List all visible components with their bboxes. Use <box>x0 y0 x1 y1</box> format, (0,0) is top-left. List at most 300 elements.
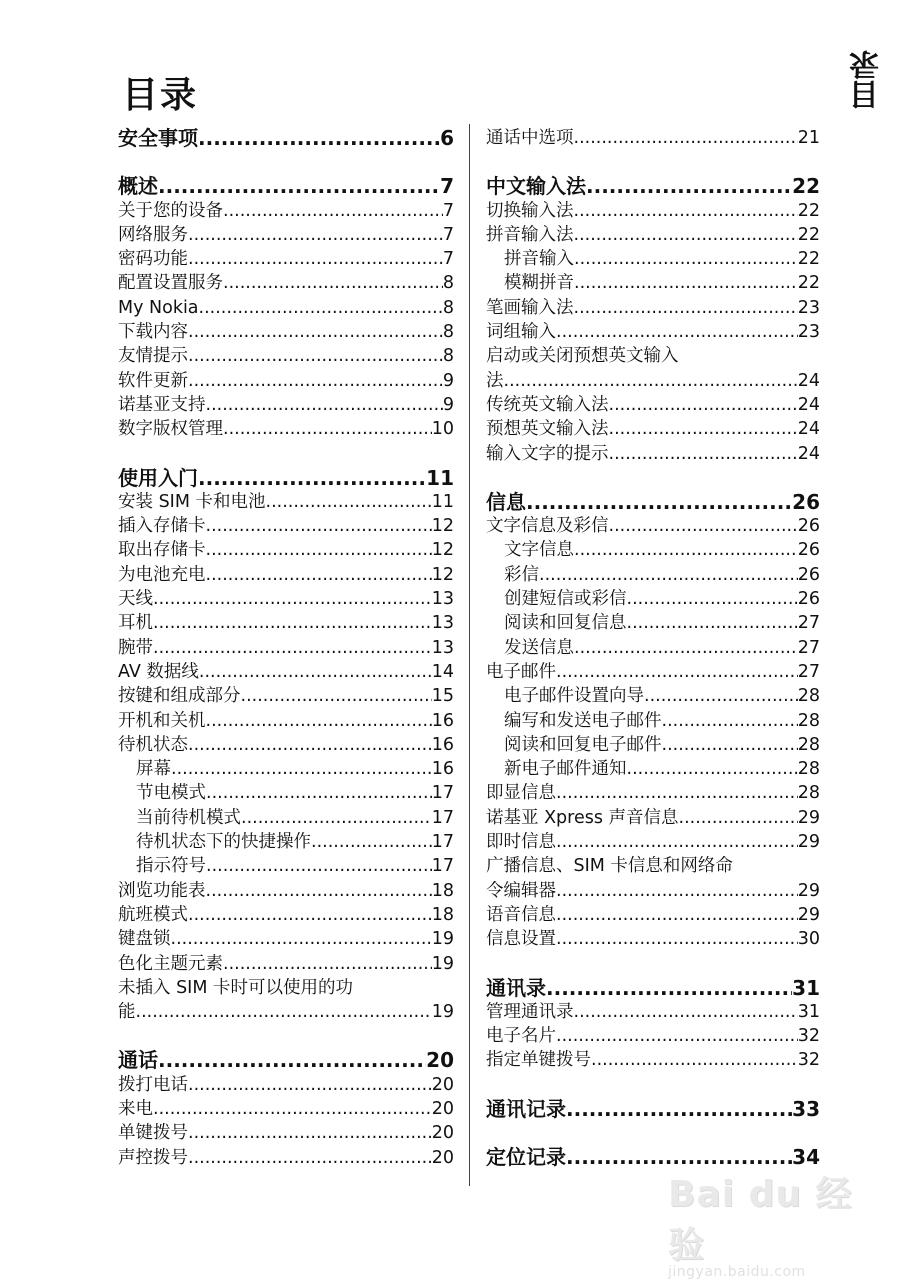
toc-dot-leader <box>662 709 798 733</box>
toc-entry[interactable] <box>118 611 454 635</box>
toc-dot-leader <box>574 199 798 223</box>
toc-page-number: 33 <box>792 1096 820 1121</box>
toc-entry[interactable] <box>118 684 454 708</box>
toc-dot-leader <box>223 952 432 976</box>
toc-dot-leader <box>627 587 798 611</box>
toc-page-number: 28 <box>797 734 820 755</box>
toc-dot-leader <box>188 247 443 271</box>
toc-dot-leader <box>199 660 432 684</box>
toc-entry-title: 待机状态 <box>118 734 188 755</box>
toc-entry[interactable] <box>486 320 820 344</box>
toc-section-heading[interactable] <box>486 490 820 514</box>
toc-page-number: 32 <box>797 1050 820 1071</box>
toc-entry-title: 阅读和回复信息 <box>504 613 627 634</box>
toc-entry-title: 下载内容 <box>118 322 188 343</box>
toc-section-heading[interactable] <box>118 466 454 490</box>
toc-entry-title: 能 <box>118 1002 136 1023</box>
toc-page-number: 20 <box>431 1147 454 1168</box>
toc-entry[interactable] <box>118 903 454 927</box>
toc-entry[interactable] <box>118 660 454 684</box>
toc-dot-leader <box>574 271 798 295</box>
toc-page-number: 7 <box>442 224 454 245</box>
toc-page-number: 31 <box>792 975 820 1000</box>
toc-dot-leader <box>556 781 798 805</box>
toc-entry[interactable] <box>118 538 454 562</box>
toc-dot-leader <box>556 879 798 903</box>
toc-dot-leader <box>158 174 440 198</box>
toc-entry-title: 天线 <box>118 589 153 610</box>
toc-left-column <box>118 126 454 1170</box>
toc-dot-leader <box>153 636 432 660</box>
toc-page-number: 13 <box>431 613 454 634</box>
toc-page-number: 13 <box>431 589 454 610</box>
toc-page-number: 30 <box>797 929 820 950</box>
toc-dot-leader <box>546 976 792 1000</box>
toc-entry-title: 中文输入法 <box>486 174 586 199</box>
toc-page-number: 16 <box>431 759 454 780</box>
side-tab-label: 目录 <box>850 50 885 110</box>
toc-entry-title: 数字版权管理 <box>118 419 223 440</box>
toc-dot-leader <box>188 1121 432 1145</box>
toc-section-heading[interactable] <box>486 976 820 1000</box>
toc-entry-title: 通话中选项 <box>486 128 574 148</box>
toc-section-heading[interactable] <box>486 174 820 198</box>
toc-page-number: 15 <box>431 686 454 707</box>
toc-entry-title: 取出存储卡 <box>118 540 206 561</box>
toc-entry-title: 信息设置 <box>486 929 556 950</box>
toc-page-number: 29 <box>797 832 820 853</box>
toc-page-number: 16 <box>431 710 454 731</box>
toc-entry-title: 输入文字的提示 <box>486 443 609 464</box>
watermark <box>668 1166 868 1280</box>
toc-dot-leader <box>609 442 798 466</box>
toc-entry[interactable] <box>486 442 820 466</box>
toc-page-number: 13 <box>431 637 454 658</box>
toc-entry-title: 管理通讯录 <box>486 1001 574 1022</box>
toc-dot-leader <box>241 684 432 708</box>
toc-entry-title: 密码功能 <box>118 249 188 270</box>
toc-page-number: 6 <box>440 126 454 150</box>
toc-dot-leader <box>206 514 432 538</box>
toc-dot-leader <box>188 320 443 344</box>
toc-entry[interactable] <box>486 538 820 562</box>
toc-entry[interactable] <box>486 636 820 660</box>
toc-entry-title: 法 <box>486 370 504 391</box>
toc-entry-title: 网络服务 <box>118 224 188 245</box>
toc-entry[interactable] <box>118 344 454 368</box>
toc-entry-title: 来电 <box>118 1098 153 1119</box>
toc-dot-leader <box>188 369 443 393</box>
toc-entry[interactable] <box>118 490 454 514</box>
toc-dot-leader <box>662 733 798 757</box>
toc-entry-title: 预想英文输入法 <box>486 419 609 440</box>
toc-entry-wrapped-line[interactable]: 启动或关闭预想英文输入 <box>486 346 679 367</box>
toc-entry[interactable] <box>486 830 820 854</box>
toc-entry[interactable] <box>118 879 454 903</box>
toc-entry-title: 词组输入 <box>486 322 556 343</box>
toc-entry-title: 通话 <box>118 1048 158 1073</box>
toc-entry[interactable] <box>118 757 454 781</box>
toc-dot-leader <box>206 393 443 417</box>
toc-page-number: 9 <box>442 394 454 415</box>
toc-entry-title: 指示符号 <box>136 856 206 877</box>
toc-entry[interactable] <box>486 781 820 805</box>
toc-entry[interactable] <box>486 757 820 781</box>
toc-dot-leader <box>241 806 432 830</box>
toc-entry-title: 当前待机模式 <box>136 807 241 828</box>
toc-page-number: 22 <box>797 200 820 221</box>
toc-page-number: 28 <box>797 783 820 804</box>
toc-dot-leader <box>153 611 432 635</box>
toc-page-number: 27 <box>797 637 820 658</box>
toc-dot-leader <box>556 903 798 927</box>
toc-entry[interactable] <box>486 587 820 611</box>
toc-entry-title: 浏览功能表 <box>118 880 206 901</box>
toc-entry-title: 文字信息及彩信 <box>486 516 609 537</box>
toc-entry-title: 新电子邮件通知 <box>504 759 627 780</box>
toc-page-number: 31 <box>797 1001 820 1022</box>
toc-page-number: 24 <box>797 370 820 391</box>
toc-page-number: 19 <box>431 1002 454 1023</box>
toc-entry-title: 键盘锁 <box>118 929 171 950</box>
toc-dot-leader <box>188 733 432 757</box>
toc-entry-title: 软件更新 <box>118 370 188 391</box>
toc-entry[interactable] <box>118 709 454 733</box>
toc-page-number: 29 <box>797 904 820 925</box>
toc-entry-title: 配置设置服务 <box>118 273 223 294</box>
toc-entry[interactable] <box>118 854 454 878</box>
toc-page-number: 22 <box>797 249 820 270</box>
toc-entry-title: 屏幕 <box>136 759 171 780</box>
toc-entry[interactable] <box>486 199 820 223</box>
toc-dot-leader <box>574 247 798 271</box>
toc-dot-leader <box>556 830 798 854</box>
toc-dot-leader <box>591 1048 798 1072</box>
toc-entry-title: 通讯录 <box>486 975 546 1000</box>
toc-entry-title: 诺基亚支持 <box>118 394 206 415</box>
toc-entry[interactable] <box>118 563 454 587</box>
toc-entry[interactable] <box>118 369 454 393</box>
toc-entry-title: 通讯记录 <box>486 1096 566 1121</box>
toc-entry-title: 创建短信或彩信 <box>504 589 627 610</box>
toc-entry-title: 为电池充电 <box>118 564 206 585</box>
toc-dot-leader <box>223 199 443 223</box>
toc-page-number: 18 <box>431 904 454 925</box>
toc-entry[interactable] <box>486 684 820 708</box>
toc-page-number: 12 <box>431 564 454 585</box>
toc-page-number: 8 <box>442 273 454 294</box>
toc-page-number: 23 <box>797 297 820 318</box>
toc-entry-title: 拼音输入法 <box>486 224 574 245</box>
toc-entry-title: 概述 <box>118 174 158 199</box>
toc-dot-leader <box>199 296 443 320</box>
toc-page-number: 23 <box>797 322 820 343</box>
toc-page-number: 26 <box>792 489 820 514</box>
toc-dot-leader <box>153 1097 432 1121</box>
toc-dot-leader <box>556 660 798 684</box>
toc-entry-title: 电子名片 <box>486 1026 556 1047</box>
toc-page-number: 27 <box>797 613 820 634</box>
toc-entry[interactable] <box>118 320 454 344</box>
toc-page-number: 24 <box>797 419 820 440</box>
toc-dot-leader <box>223 271 443 295</box>
toc-entry-title: 定位记录 <box>486 1144 566 1169</box>
toc-dot-leader <box>266 490 432 514</box>
toc-dot-leader <box>206 781 432 805</box>
toc-page-number: 28 <box>797 686 820 707</box>
toc-entry[interactable] <box>118 806 454 830</box>
toc-entry-title: 拼音输入 <box>504 249 574 270</box>
toc-dot-leader <box>206 709 432 733</box>
toc-entry[interactable] <box>118 927 454 951</box>
toc-dot-leader <box>539 563 798 587</box>
toc-entry[interactable] <box>118 1073 454 1097</box>
toc-entry[interactable] <box>118 781 454 805</box>
toc-page-number: 10 <box>431 419 454 440</box>
toc-entry-title: 友情提示 <box>118 346 188 367</box>
toc-dot-leader <box>574 223 798 247</box>
toc-entry[interactable] <box>118 1121 454 1145</box>
toc-entry[interactable] <box>486 514 820 538</box>
toc-entry[interactable] <box>118 514 454 538</box>
toc-dot-leader <box>188 1073 432 1097</box>
toc-entry[interactable] <box>118 417 454 441</box>
toc-entry[interactable] <box>118 733 454 757</box>
toc-page-number: 19 <box>431 929 454 950</box>
toc-page-number: 26 <box>797 564 820 585</box>
toc-dot-leader <box>206 854 432 878</box>
toc-entry[interactable] <box>118 587 454 611</box>
toc-page-number: 29 <box>797 880 820 901</box>
toc-entry-title: 指定单键拨号 <box>486 1050 591 1071</box>
toc-page-number: 7 <box>442 249 454 270</box>
toc-dot-leader <box>188 223 443 247</box>
toc-entry-title: 令编辑器 <box>486 880 556 901</box>
toc-entry-title: 电子邮件 <box>486 661 556 682</box>
page-title: 目录 <box>122 75 199 116</box>
toc-dot-leader <box>153 587 432 611</box>
toc-entry[interactable] <box>486 369 820 393</box>
toc-entry-title: 声控拨号 <box>118 1147 188 1168</box>
toc-entry-title: 语音信息 <box>486 904 556 925</box>
toc-page-number: 9 <box>442 370 454 391</box>
toc-entry-wrapped-line[interactable]: 广播信息、SIM 卡信息和网络命 <box>486 856 733 877</box>
toc-dot-leader <box>158 1048 426 1072</box>
toc-page-number: 16 <box>431 734 454 755</box>
toc-entry-title: 航班模式 <box>118 904 188 925</box>
toc-entry[interactable] <box>118 1000 454 1024</box>
toc-entry-title: 节电模式 <box>136 783 206 804</box>
toc-dot-leader <box>526 490 792 514</box>
toc-entry-title: 传统英文输入法 <box>486 394 609 415</box>
toc-page-number: 24 <box>797 394 820 415</box>
toc-entry[interactable] <box>486 733 820 757</box>
toc-dot-leader <box>556 927 798 951</box>
toc-entry[interactable] <box>486 611 820 635</box>
toc-dot-leader <box>679 806 798 830</box>
toc-page-number: 8 <box>442 322 454 343</box>
toc-dot-leader <box>198 126 440 150</box>
toc-dot-leader <box>136 1000 432 1024</box>
toc-dot-leader <box>574 538 798 562</box>
toc-dot-leader <box>504 369 798 393</box>
toc-entry[interactable] <box>486 879 820 903</box>
watermark-url: jingyan.baidu.com <box>668 1264 806 1280</box>
toc-entry-title: 腕带 <box>118 637 153 658</box>
toc-entry-title: 拨打电话 <box>118 1074 188 1095</box>
toc-entry[interactable] <box>486 247 820 271</box>
toc-page-number: 34 <box>792 1144 820 1169</box>
toc-page-number: 7 <box>442 200 454 221</box>
toc-entry-title: 即显信息 <box>486 783 556 804</box>
toc-entry[interactable] <box>486 393 820 417</box>
toc-right-column <box>486 126 820 1169</box>
toc-entry[interactable] <box>486 927 820 951</box>
toc-dot-leader <box>574 126 798 150</box>
toc-entry-title: 切换输入法 <box>486 200 574 221</box>
toc-entry[interactable] <box>486 417 820 441</box>
toc-entry-title: 安全事项 <box>118 126 198 150</box>
toc-page-number: 17 <box>431 832 454 853</box>
toc-dot-leader <box>188 1146 432 1170</box>
toc-entry[interactable] <box>486 660 820 684</box>
toc-page-number: 17 <box>431 856 454 877</box>
toc-entry[interactable] <box>486 806 820 830</box>
toc-page-number: 24 <box>797 443 820 464</box>
toc-dot-leader <box>556 1024 798 1048</box>
toc-entry-title: 发送信息 <box>504 637 574 658</box>
toc-dot-leader <box>198 466 426 490</box>
toc-entry[interactable] <box>118 247 454 271</box>
toc-entry-title: 文字信息 <box>504 540 574 561</box>
toc-entry-title: 使用入门 <box>118 465 198 490</box>
toc-entry-title: 安装 SIM 卡和电池 <box>118 491 266 512</box>
toc-entry-title: 开机和关机 <box>118 710 206 731</box>
toc-section-heading[interactable] <box>118 1048 454 1072</box>
toc-entry-title: 单键拨号 <box>118 1123 188 1144</box>
toc-entry-title: 关于您的设备 <box>118 200 223 221</box>
toc-entry[interactable] <box>486 296 820 320</box>
toc-page-number: 20 <box>431 1098 454 1119</box>
toc-entry[interactable] <box>486 563 820 587</box>
toc-page-number: 17 <box>431 807 454 828</box>
toc-entry[interactable] <box>486 709 820 733</box>
toc-page-number: 12 <box>431 516 454 537</box>
toc-entry-title: 即时信息 <box>486 832 556 853</box>
toc-dot-leader <box>206 538 432 562</box>
toc-page-number: 29 <box>797 807 820 828</box>
toc-entry[interactable] <box>118 636 454 660</box>
toc-entry-title: 阅读和回复电子邮件 <box>504 734 662 755</box>
toc-entry-title: 插入存储卡 <box>118 516 206 537</box>
toc-entry[interactable] <box>118 1146 454 1170</box>
toc-page-number: 22 <box>797 224 820 245</box>
toc-entry[interactable] <box>118 223 454 247</box>
toc-entry[interactable] <box>118 952 454 976</box>
toc-page-number: 20 <box>426 1048 454 1073</box>
toc-entry[interactable] <box>486 1024 820 1048</box>
toc-section-heading[interactable] <box>118 126 454 150</box>
toc-page-number: 18 <box>431 880 454 901</box>
toc-entry-title: 色化主题元素 <box>118 953 223 974</box>
toc-page-number: 11 <box>431 491 454 512</box>
toc-dot-leader <box>609 417 798 441</box>
toc-dot-leader <box>609 514 798 538</box>
toc-entry-title: 笔画输入法 <box>486 297 574 318</box>
toc-dot-leader <box>574 636 798 660</box>
toc-page-number: 32 <box>797 1026 820 1047</box>
toc-page-number: 20 <box>431 1074 454 1095</box>
toc-dot-leader <box>311 830 432 854</box>
toc-entry-title: 按键和组成部分 <box>118 686 241 707</box>
toc-dot-leader <box>171 757 432 781</box>
toc-entry[interactable] <box>118 199 454 223</box>
toc-dot-leader <box>609 393 798 417</box>
toc-entry[interactable] <box>486 271 820 295</box>
toc-page-number: 22 <box>797 273 820 294</box>
toc-dot-leader <box>566 1097 792 1121</box>
toc-page-number: 26 <box>797 540 820 561</box>
toc-entry[interactable] <box>486 223 820 247</box>
toc-entry[interactable] <box>118 1097 454 1121</box>
toc-page-number: 26 <box>797 589 820 610</box>
toc-dot-leader <box>206 563 432 587</box>
toc-entry-title: 耳机 <box>118 613 153 634</box>
toc-dot-leader <box>627 757 798 781</box>
toc-dot-leader <box>627 611 798 635</box>
toc-page-number: 28 <box>797 759 820 780</box>
toc-entry-title: 待机状态下的快捷操作 <box>136 832 311 853</box>
toc-page-number: 11 <box>426 465 454 490</box>
toc-entry-title: 编写和发送电子邮件 <box>504 710 662 731</box>
toc-dot-leader <box>171 927 432 951</box>
toc-entry-title: 电子邮件设置向导 <box>504 686 644 707</box>
toc-entry-title: 信息 <box>486 489 526 514</box>
toc-page-number: 8 <box>442 346 454 367</box>
toc-entry[interactable] <box>486 126 820 150</box>
toc-dot-leader <box>586 174 792 198</box>
toc-entry-title: 模糊拼音 <box>504 273 574 294</box>
toc-entry[interactable] <box>118 393 454 417</box>
toc-dot-leader <box>206 879 432 903</box>
toc-page-number: 22 <box>792 174 820 199</box>
toc-entry-title: 彩信 <box>504 564 539 585</box>
toc-section-heading[interactable] <box>486 1097 820 1121</box>
toc-entry[interactable] <box>118 296 454 320</box>
toc-page-number: 27 <box>797 661 820 682</box>
toc-entry-wrapped-line[interactable]: 未插入 SIM 卡时可以使用的功 <box>118 977 353 998</box>
toc-entry-title: 诺基亚 Xpress 声音信息 <box>486 807 679 828</box>
toc-page-number: 20 <box>431 1123 454 1144</box>
toc-entry[interactable] <box>118 830 454 854</box>
toc-dot-leader <box>644 684 798 708</box>
toc-page-number: 26 <box>797 516 820 537</box>
toc-section-heading[interactable] <box>118 174 454 198</box>
toc-page-number: 21 <box>797 128 820 148</box>
toc-dot-leader <box>188 344 443 368</box>
toc-entry[interactable] <box>118 271 454 295</box>
toc-page-number: 12 <box>431 540 454 561</box>
toc-page-number: 19 <box>431 953 454 974</box>
toc-entry-title: AV 数据线 <box>118 661 199 682</box>
toc-dot-leader <box>574 296 798 320</box>
toc-entry[interactable] <box>486 903 820 927</box>
toc-entry[interactable] <box>486 1048 820 1072</box>
column-divider <box>469 124 470 1186</box>
toc-dot-leader <box>556 320 798 344</box>
toc-entry-title: My Nokia <box>118 297 199 318</box>
toc-entry[interactable] <box>486 1000 820 1024</box>
